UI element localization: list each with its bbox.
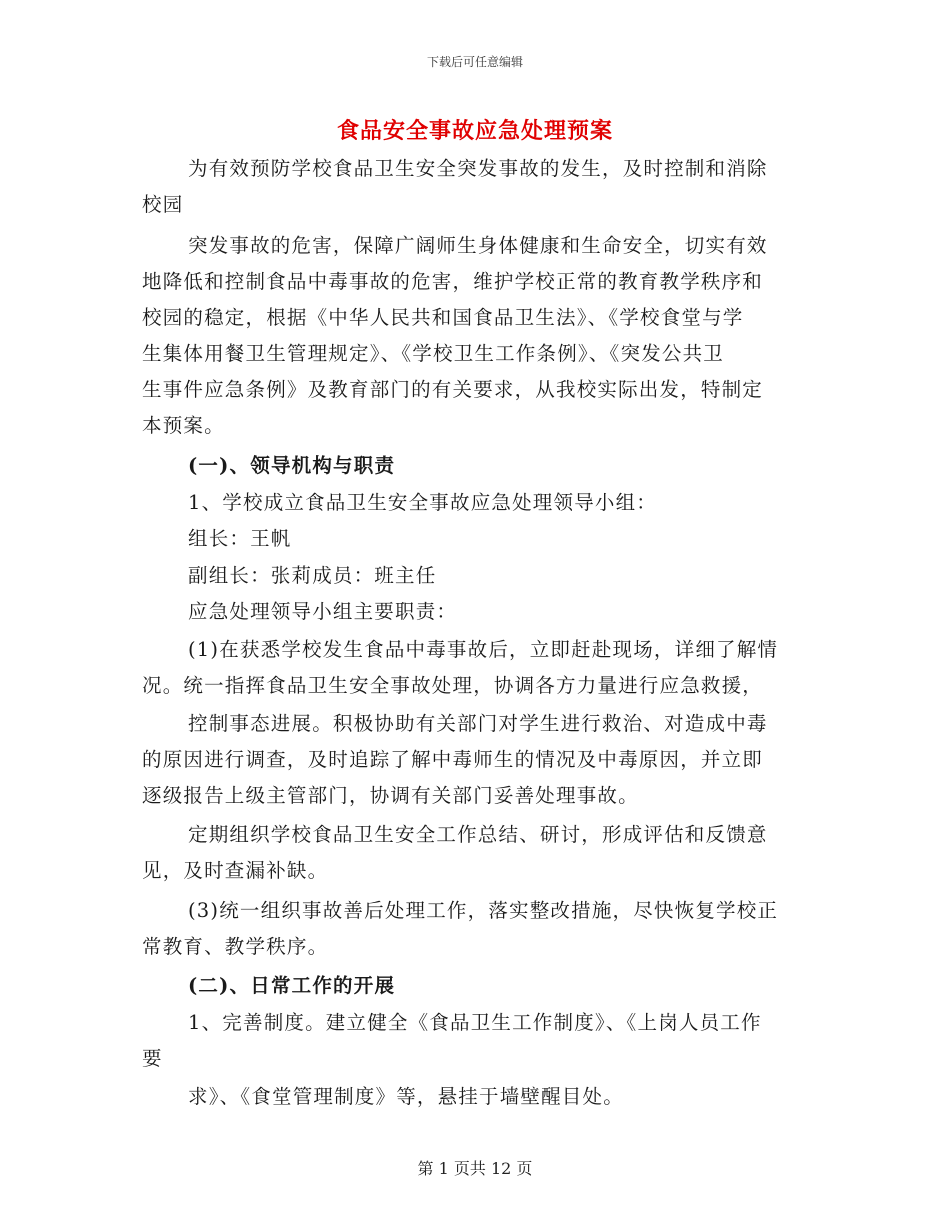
paragraph-line: 求》、《食堂管理制度》等，悬挂于墙壁醒目处。 bbox=[188, 1085, 624, 1108]
paragraph-line: 常教育、教学秩序。 bbox=[142, 935, 329, 958]
paragraph-line: (3)统一组织事故善后处理工作，落实整改措施，尽快恢复学校正 bbox=[188, 899, 779, 922]
page-header: 下载后可任意编辑 bbox=[426, 55, 523, 69]
section-heading: (二)、日常工作的开展 bbox=[188, 974, 396, 997]
paragraph-line: 逐级报告上级主管部门，协调有关部门妥善处理事故。 bbox=[142, 784, 639, 807]
paragraph-line: 1、完善制度。建立健全《食品卫生工作制度》、《上岗人员工作 bbox=[188, 1011, 762, 1034]
paragraph-line: 为有效预防学校食品卫生安全突发事故的发生，及时控制和消除 bbox=[188, 157, 768, 180]
paragraph-line: 组长：王帆 bbox=[188, 527, 292, 550]
paragraph-line: 控制事态进展。积极协助有关部门对学生进行救治、对造成中毒 bbox=[188, 712, 768, 735]
paragraph-line: 副组长：张莉成员：班主任 bbox=[188, 564, 437, 587]
document-title: 食品安全事故应急处理预案 bbox=[336, 118, 613, 144]
paragraph-line: 本预案。 bbox=[142, 414, 225, 437]
paragraph-line: 见，及时查漏补缺。 bbox=[142, 859, 329, 882]
paragraph-line: 校园的稳定，根据《中华人民共和国食品卫生法》、《学校食堂与学 bbox=[142, 306, 744, 329]
paragraph-line: 生事件应急条例》及教育部门的有关要求，从我校实际出发，特制定 bbox=[142, 378, 764, 401]
paragraph-line: 1、学校成立食品卫生安全事故应急处理领导小组： bbox=[188, 491, 658, 514]
paragraph-line: 况。统一指挥食品卫生安全事故处理，协调各方力量进行应急救援， bbox=[142, 674, 764, 697]
paragraph-line: 校园 bbox=[142, 193, 184, 216]
paragraph-line: 地降低和控制食品中毒事故的危害，维护学校正常的教育教学秩序和 bbox=[142, 270, 764, 293]
paragraph-line: 定期组织学校食品卫生安全工作总结、研讨，形成评估和反馈意 bbox=[188, 823, 768, 846]
page-number: 第 1 页共 12 页 bbox=[417, 1159, 533, 1178]
section-heading: (一)、领导机构与职责 bbox=[188, 454, 396, 477]
paragraph-line: 突发事故的危害，保障广阔师生身体健康和生命安全，切实有效 bbox=[188, 234, 768, 257]
paragraph-line: 要 bbox=[142, 1047, 163, 1070]
paragraph-line: 应急处理领导小组主要职责： bbox=[188, 600, 458, 623]
paragraph-line: 的原因进行调查，及时追踪了解中毒师生的情况及中毒原因，并立即 bbox=[142, 748, 764, 771]
paragraph-line: 生集体用餐卫生管理规定》、《学校卫生工作条例》、《突发公共卫 bbox=[142, 342, 725, 365]
paragraph-line: (1)在获悉学校发生食品中毒事故后，立即赶赴现场，详细了解情 bbox=[188, 638, 779, 661]
